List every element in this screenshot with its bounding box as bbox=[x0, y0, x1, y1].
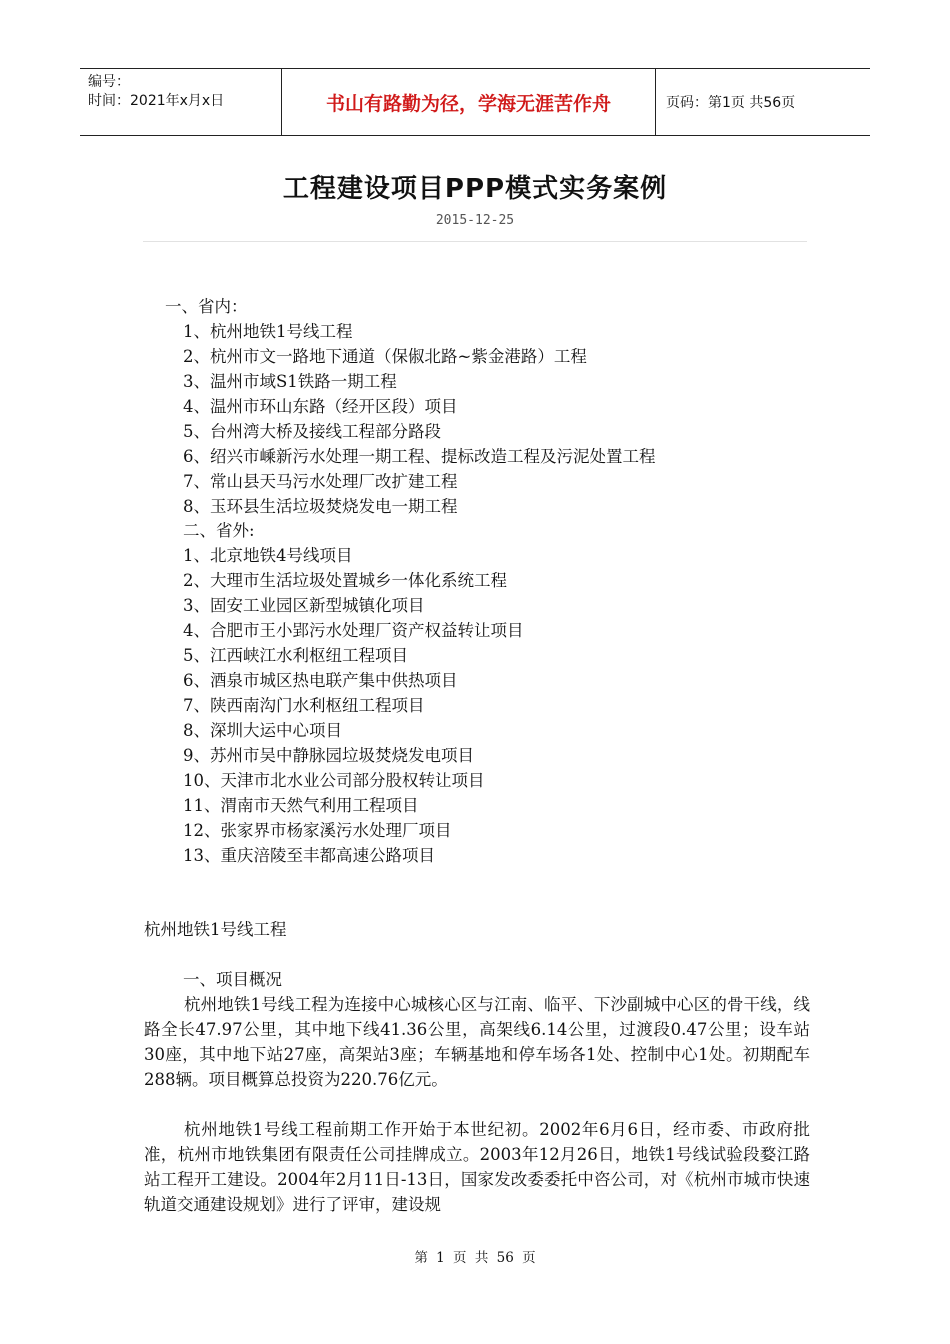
toc-item: 7、陕西南沟门水利枢纽工程项目 bbox=[183, 696, 425, 715]
section-heading: 一、项目概况 bbox=[183, 970, 282, 989]
toc-item: 1、北京地铁4号线项目 bbox=[183, 546, 353, 565]
toc-item: 10、天津市北水业公司部分股权转让项目 bbox=[183, 771, 485, 790]
toc-item: 13、重庆涪陵至丰都高速公路项目 bbox=[183, 846, 435, 865]
toc-item: 4、合肥市王小郢污水处理厂资产权益转让项目 bbox=[183, 621, 524, 640]
toc-item: 12、张家界市杨家溪污水处理厂项目 bbox=[183, 821, 452, 840]
toc-item: 6、绍兴市嵊新污水处理一期工程、提标改造工程及污泥处置工程 bbox=[183, 447, 656, 466]
toc-item: 6、酒泉市城区热电联产集中供热项目 bbox=[183, 671, 458, 690]
toc-section-heading: 二、省外: bbox=[183, 521, 255, 540]
toc-item: 8、玉环县生活垃圾焚烧发电一期工程 bbox=[183, 497, 458, 516]
toc-item: 4、温州市环山东路（经开区段）项目 bbox=[183, 397, 458, 416]
toc-item: 2、大理市生活垃圾处置城乡一体化系统工程 bbox=[183, 571, 507, 590]
toc-item: 7、常山县天马污水处理厂改扩建工程 bbox=[183, 472, 458, 491]
toc-section-heading: 一、省内： bbox=[165, 297, 248, 316]
toc-item: 11、渭南市天然气利用工程项目 bbox=[183, 796, 419, 815]
number-label: 编号： bbox=[88, 74, 130, 90]
toc-item: 3、温州市域S1铁路一期工程 bbox=[183, 372, 397, 391]
body-paragraph: 杭州地铁1号线工程为连接中心城核心区与江南、临平、下沙副城中心区的骨干线，线路全长47.97公里，其中地下线41.36公里，高架线6.14公里，过渡段0.47公里；设车站30座，其中地下站27座，高架站3座；车辆基地和停车场各1处、控制中心1处。初期配车288辆。项目概算总投资为220.76亿元。 bbox=[144, 995, 810, 1089]
toc-item: 3、固安工业园区新型城镇化项目 bbox=[183, 596, 425, 615]
toc-item: 5、台州湾大桥及接线工程部分路段 bbox=[183, 422, 441, 441]
title-divider bbox=[143, 241, 807, 242]
page-footer: 第 1 页 共 56 页 bbox=[414, 1250, 536, 1266]
page-header bbox=[80, 68, 870, 136]
header-page-info: 页码：第1页 共56页 bbox=[666, 95, 796, 111]
time-label: 时间：2021年x月x日 bbox=[88, 93, 225, 109]
toc-item: 9、苏州市吴中静脉园垃圾焚烧发电项目 bbox=[183, 746, 474, 765]
document-title: 工程建设项目PPP模式实务案例 bbox=[282, 174, 668, 204]
document-date: 2015-12-25 bbox=[435, 213, 515, 228]
header-meta bbox=[80, 69, 281, 135]
toc-item: 1、杭州地铁1号线工程 bbox=[183, 322, 353, 341]
body-paragraph: 杭州地铁1号线工程前期工作开始于本世纪初。2002年6月6日，经市委、市政府批准，杭州市地铁集团有限责任公司挂牌成立。2003年12月26日，地铁1号线试验段婺江路站工程开工建设。2004年2月11日-13日，国家发改委委托中咨公司，对《杭州市城市快速轨道交通建设规划》进行了评审，建设规 bbox=[144, 1120, 810, 1214]
case-title: 杭州地铁1号线工程 bbox=[144, 920, 287, 939]
toc-item: 2、杭州市文一路地下通道（保俶北路~紫金港路）工程 bbox=[183, 347, 587, 366]
header-motto: 书山有路勤为径，学海无涯苦作舟 bbox=[281, 69, 656, 135]
toc-item: 5、江西峡江水利枢纽工程项目 bbox=[183, 646, 408, 665]
toc-item: 8、深圳大运中心项目 bbox=[183, 721, 342, 740]
